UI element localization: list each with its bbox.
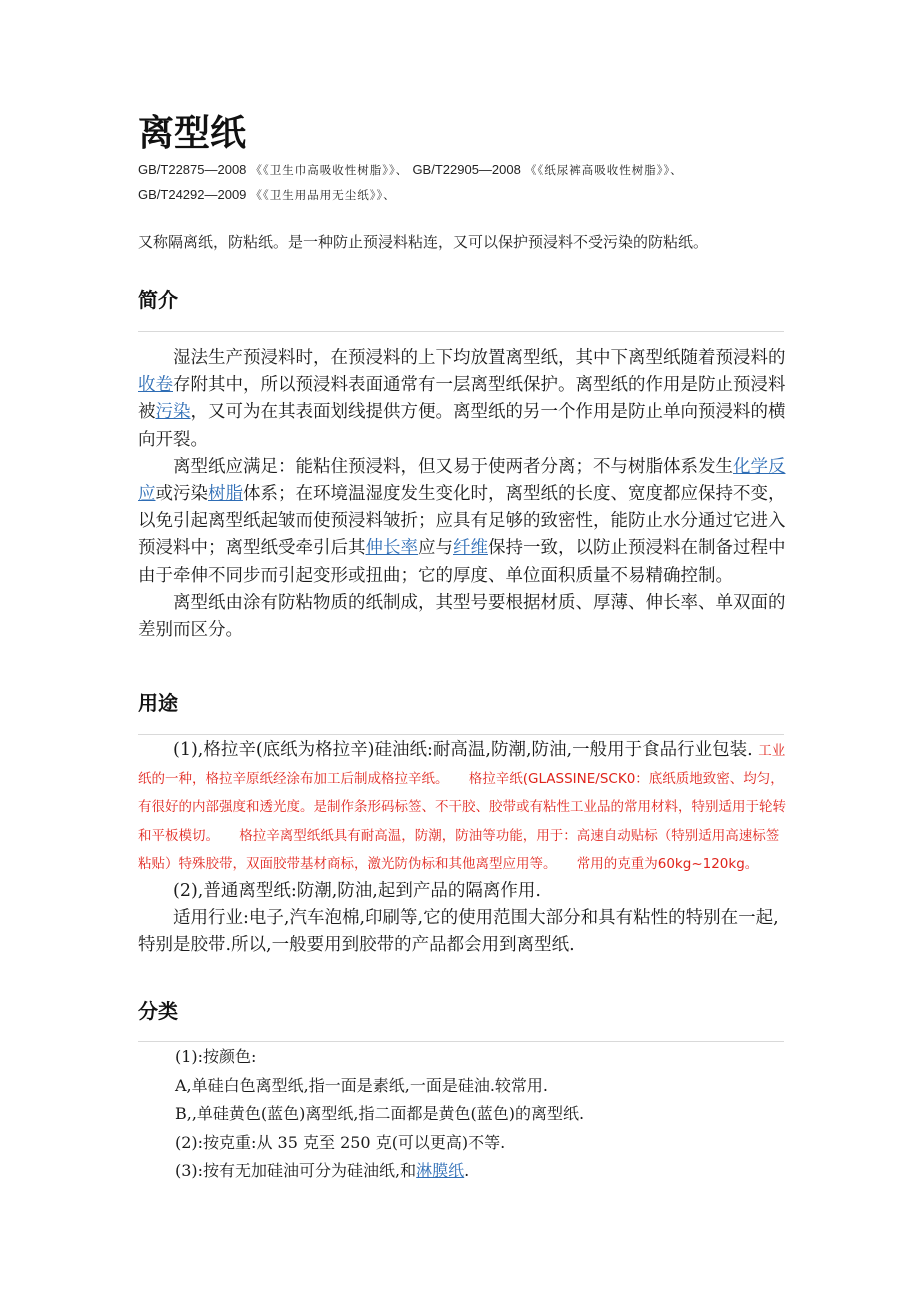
list-item: (2):按克重:从 35 克至 250 克(可以更高)不等.	[175, 1132, 506, 1152]
paragraph: 湿法生产预浸料时，在预浸料的上下均放置离型纸，其中下离型纸随着预浸料的收卷存附其中，所以预浸料表面通常有一层离型纸保护。离型纸的作用是防止预浸料被污染，又可为在其表面划线提供方便。离型纸的另一个作用是防止单向预浸料的横向开裂。	[138, 348, 786, 450]
standard-code: GB/T22875—2008	[138, 162, 247, 177]
paragraph: 离型纸应满足：能粘住预浸料，但又易于使两者分离；不与树脂体系发生化学反应或污染树脂体系；在环境温湿度发生变化时，离型纸的长度、宽度都应保持不变，以免引起离型纸起皱而使预浸料皱折；应具有足够的致密性，能防止水分通过它进入预浸料中；离型纸受牵引后其伸长率应与纤维保持一致，以防止预浸料在制备过程中由于牵伸不同步而引起变形或扭曲；它的厚度、单位面积质量不易精确控制。	[138, 456, 786, 586]
classification-list	[175, 1043, 584, 1186]
section-divider	[138, 331, 784, 332]
intro-text: 又称隔离纸，防粘纸。是一种防止预浸料粘连，又可以保护预浸料不受污染的防粘纸。	[138, 233, 709, 251]
paragraph: (2),普通离型纸:防潮,防油,起到产品的隔离作用.	[173, 881, 541, 902]
list-item: A,单硅白色离型纸,指一面是素纸,一面是硅油.较常用.	[175, 1075, 548, 1095]
section-divider	[138, 1041, 784, 1042]
section-heading-intro: 简介	[138, 288, 178, 312]
glassine-note: 工业纸的一种，格拉辛原纸经涂布加工后制成格拉辛纸。 格拉辛纸(GLASSINE/SCK0：底纸质地致密、均匀，有很好的内部强度和透光度。是制作条形码标签、不干胶、胶带或有粘性工业品的常用材料，特别适用于轮转和平板模切。 格拉辛离型纸纸具有耐高温，防潮，防油等功能，用于：高速自动贴标（特别适用高速标签粘贴）特殊胶带，双面胶带基材商标，激光防伪标和其他离型应用等。 常用的克重为60kg~120kg。	[138, 743, 786, 872]
list-item: B,,单硅黄色(蓝色)离型纸,指二面都是黄色(蓝色)的离型纸.	[175, 1104, 585, 1123]
list-item: (3):按有无加硅油可分为硅油纸,和淋膜纸.	[175, 1161, 470, 1180]
standards-line-2	[138, 185, 396, 206]
paragraph: 适用行业:电子,汽车泡棉,印刷等,它的使用范围大部分和具有粘性的特别在一起,特别是胶带.所以,一般要用到胶带的产品都会用到离型纸.	[138, 908, 779, 956]
link-wuran[interactable]: 污染	[155, 402, 191, 423]
link-linmozhi[interactable]: 淋膜纸	[416, 1161, 465, 1180]
standard-code: GB/T24292—2009	[138, 187, 247, 202]
standard-name: 《《卫生巾高吸收性树脂》》、	[250, 163, 409, 177]
list-item: (1):按颜色:	[175, 1047, 257, 1066]
link-huaxue-fanying[interactable]: 化学反应	[138, 456, 786, 505]
standards-line-1	[138, 160, 683, 181]
usage-section-body	[138, 737, 788, 960]
standard-name: 《《卫生用品用无尘纸》》、	[250, 188, 396, 202]
link-xianwei[interactable]: 纤维	[453, 538, 488, 559]
standard-name: 《《纸尿裤高吸收性树脂》》、	[524, 163, 683, 177]
intro-section-body	[138, 345, 788, 644]
section-heading-classification: 分类	[138, 999, 178, 1023]
paragraph: 离型纸由涂有防粘物质的纸制成，其型号要根据材质、厚薄、伸长率、单双面的差别而区分。	[138, 592, 786, 641]
section-divider	[138, 734, 784, 735]
page-title: 离型纸	[138, 113, 247, 154]
standard-code: GB/T22905—2008	[412, 162, 521, 177]
section-heading-usage: 用途	[138, 691, 178, 715]
link-shuzhi[interactable]: 树脂	[208, 484, 243, 505]
link-shoujuan[interactable]: 收卷	[138, 375, 173, 396]
paragraph: (1),格拉辛(底纸为格拉辛)硅油纸:耐高温,防潮,防油,一般用于食品行业包装. 工业纸的一种，格拉辛原纸经涂布加工后制成格拉辛纸。 格拉辛纸(GLASSINE/SCK0：底纸质地致密、均匀，有很好的内部强度和透光度。是制作条形码标签、不干胶、胶带或有粘性工业品的常用材料，特别适用于轮转和平板模切。 格拉辛离型纸纸具有耐高温，防潮，防油等功能，用于：高速自动贴标（特别适用高速标签粘贴）特殊胶带，双面胶带基材商标，激光防伪标和其他离型应用等。 常用的克重为60kg~120kg。	[138, 740, 786, 872]
link-shenchanglv[interactable]: 伸长率	[365, 538, 418, 559]
